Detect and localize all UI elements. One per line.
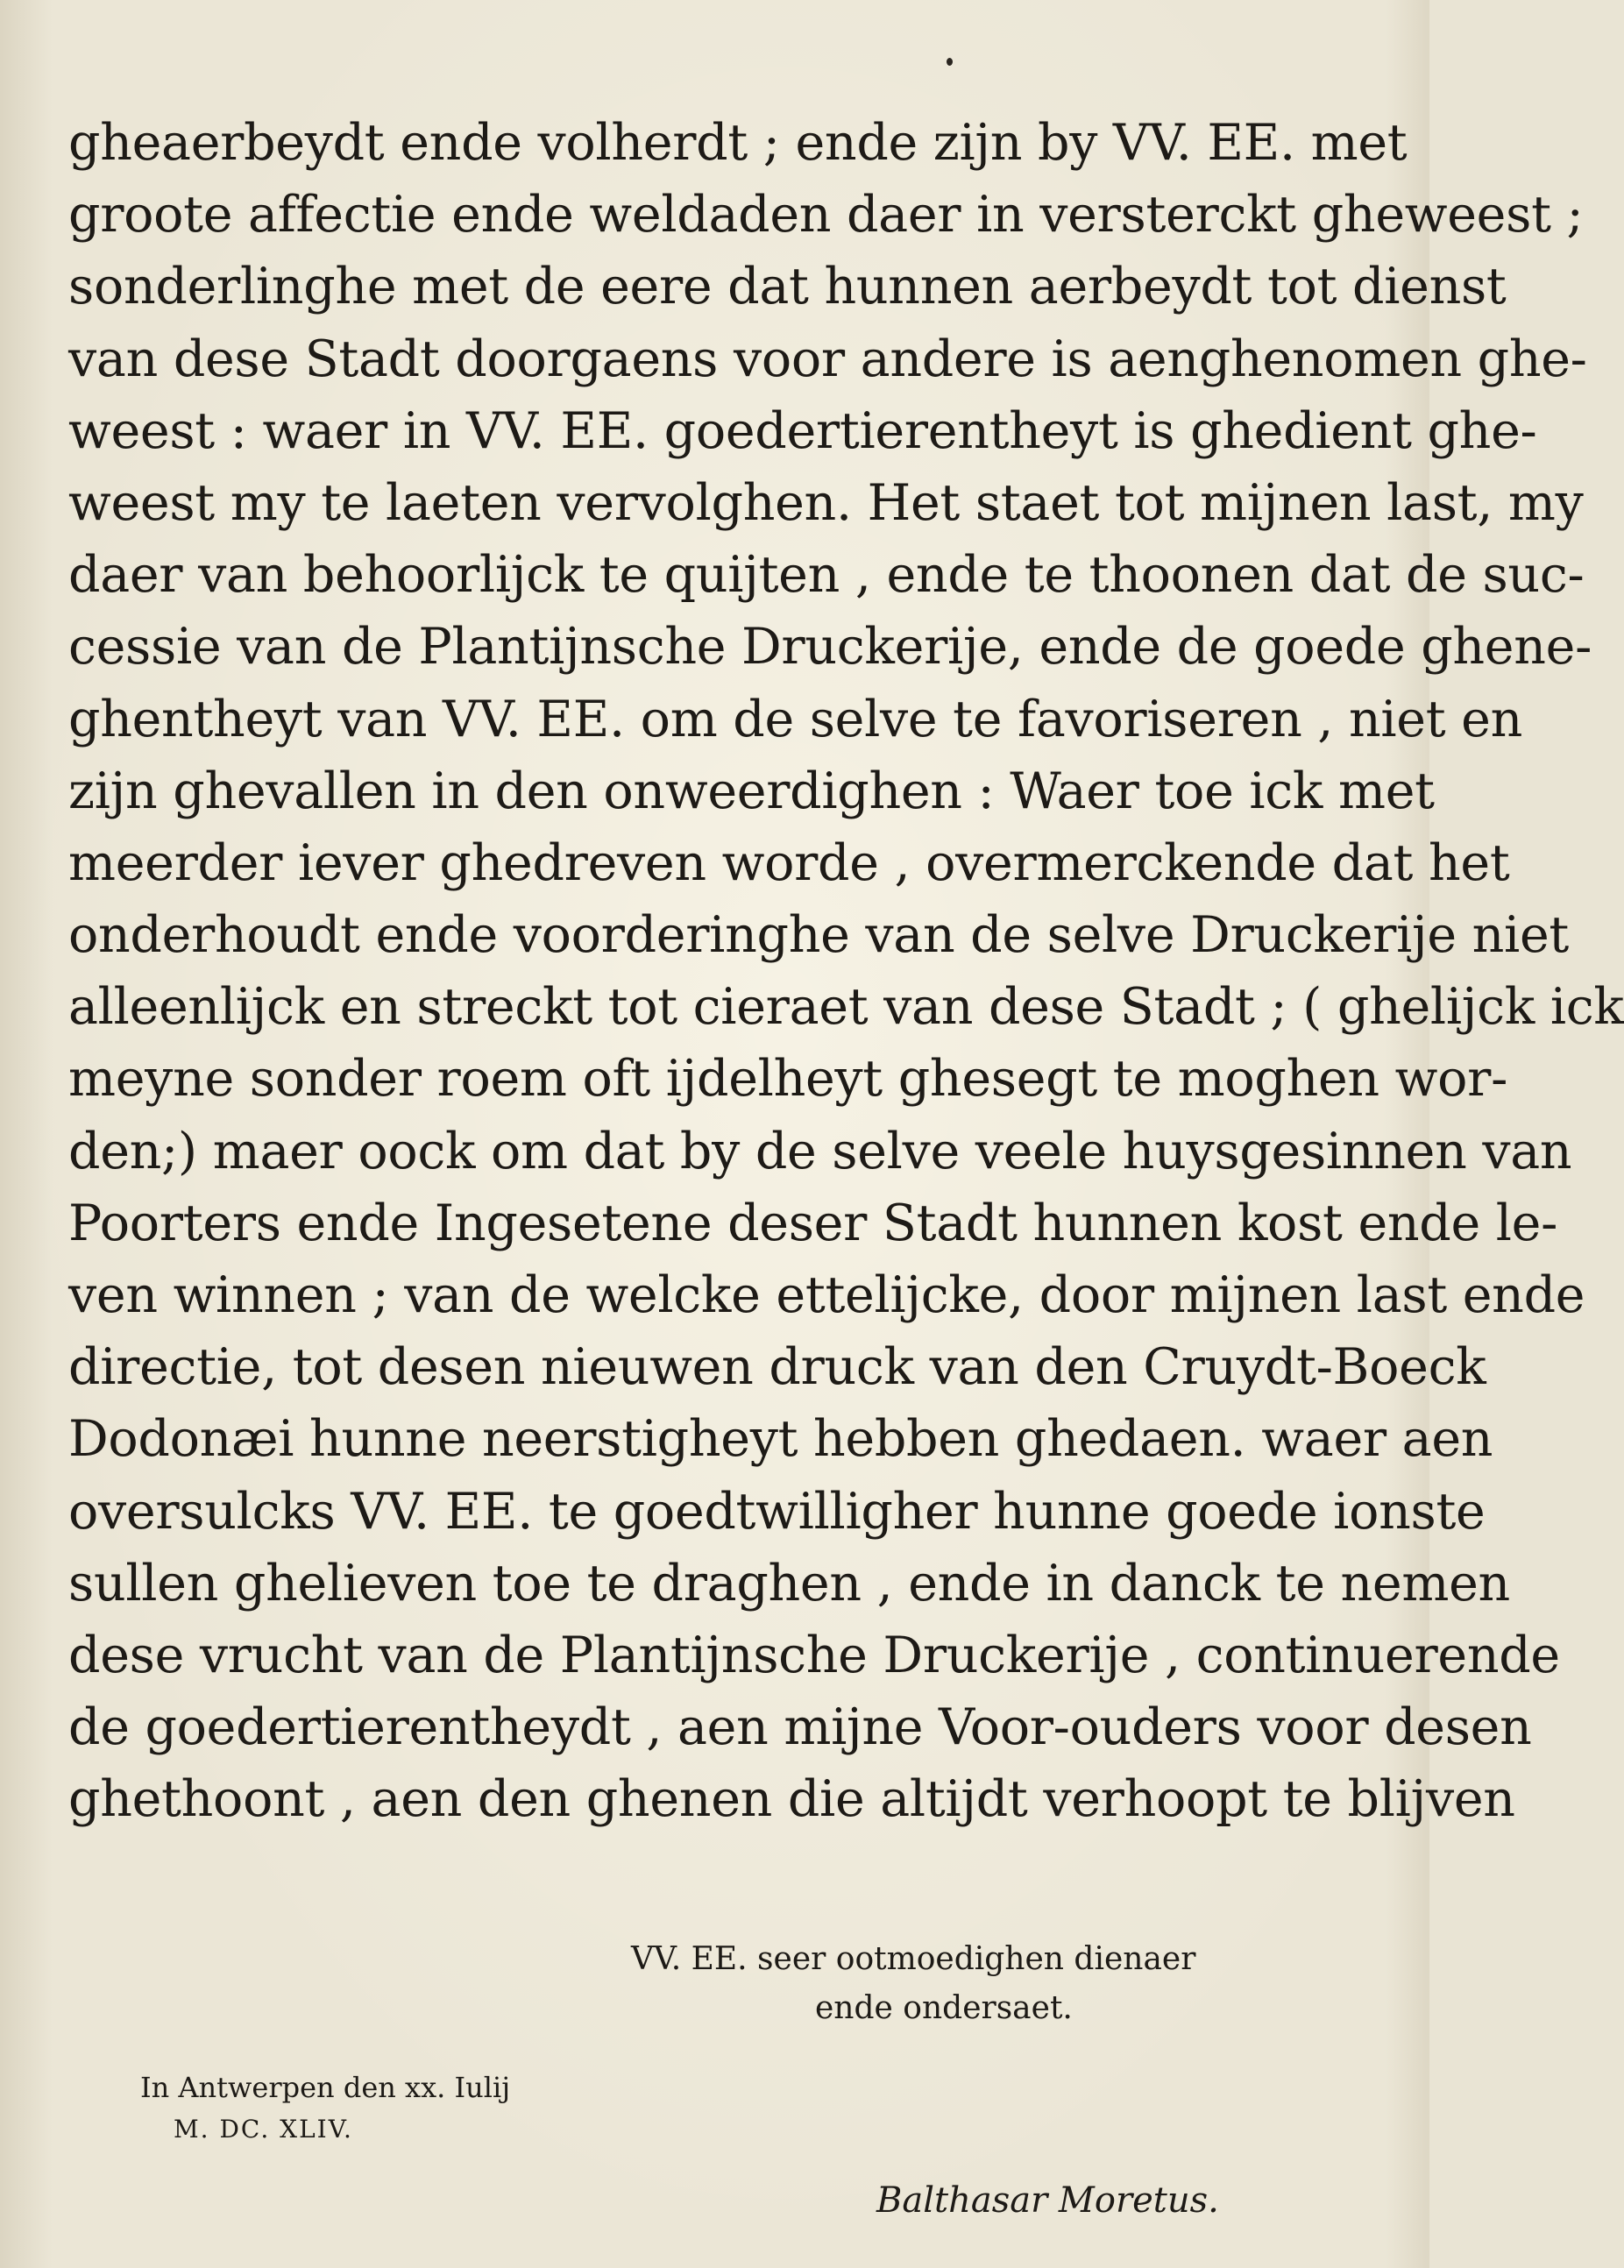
text-line: sullen ghelieven toe te draghen , ende in danck te nemen	[68, 1554, 1510, 1612]
text-line: de goedertierentheydt , aen mijne Voor-ouders voor desen	[68, 1698, 1532, 1757]
closing-line-subject: ende ondersaet.	[815, 1990, 1073, 2026]
text-line: ven winnen ; van de welcke ettelijcke, door mijnen last ende	[68, 1266, 1585, 1324]
text-line: Poorters ende Ingesetene deser Stadt hunnen kost ende le-	[68, 1194, 1558, 1252]
text-line: zijn ghevallen in den onweerdighen : Waer toe ick met	[68, 762, 1435, 820]
dateline	[140, 2066, 510, 2151]
text-line: ghethoont , aen den ghenen die altijdt verhoopt te blijven	[68, 1770, 1515, 1829]
text-line: groote affectie ende weldaden daer in versterckt gheweest ;	[68, 186, 1584, 245]
text-line: weest my te laeten vervolghen. Het staet tot mijnen last, my	[68, 473, 1584, 532]
text-line: weest : waer in VV. EE. goedertierentheyt is ghedient ghe-	[68, 401, 1537, 460]
text-line: meyne sonder roem oft ijdelheyt ghesegt te moghen wor-	[68, 1050, 1508, 1109]
text-line: den;) maer oock om dat by de selve veele huysgesinnen van	[68, 1122, 1572, 1180]
text-line: onderhoudt ende voorderinghe van de selve Druckerije niet	[68, 906, 1570, 965]
signature: Balthasar Moretus.	[876, 2180, 1219, 2221]
dateline-year: M. DC. XLIV.	[174, 2115, 353, 2144]
dateline-place-date: In Antwerpen den xx. Iulij	[140, 2071, 511, 2104]
text-line: gheaerbeydt ende volherdt ; ende zijn by VV. EE. met	[68, 114, 1408, 172]
text-line: dese vrucht van de Plantijnsche Druckerije , continuerende	[68, 1626, 1560, 1684]
ink-speck	[947, 58, 953, 66]
text-line: oversulcks VV. EE. te goedtwilligher hunne goede ionste	[68, 1482, 1486, 1541]
text-line: sonderlinghe met de eere dat hunnen aerbeydt tot dienst	[68, 258, 1507, 316]
text-line: Dodonæi hunne neerstigheyt hebben ghedaen. waer aen	[68, 1410, 1493, 1469]
text-line: directie, tot desen nieuwen druck van den Cruydt-Boeck	[68, 1338, 1486, 1397]
text-line: ghentheyt van VV. EE. om de selve te favoriseren , niet en	[68, 690, 1522, 748]
closing-formula	[631, 1935, 1236, 2033]
text-line: van dese Stadt doorgaens voor andere is aenghenomen ghe-	[68, 330, 1587, 388]
text-line: cessie van de Plantijnsche Druckerije, ende de goede ghene-	[68, 618, 1592, 677]
dedication-body-text	[68, 107, 1624, 1836]
text-line: daer van behoorlijck te quijten , ende te thoonen dat de suc-	[68, 546, 1585, 605]
closing-line-servant: VV. EE. seer ootmoedighen dienaer	[631, 1941, 1196, 1977]
text-line: alleenlijck en streckt tot cieraet van dese Stadt ; ( ghelijck ick	[68, 978, 1624, 1037]
text-line: meerder iever ghedreven worde , overmerckende dat het	[68, 833, 1510, 892]
